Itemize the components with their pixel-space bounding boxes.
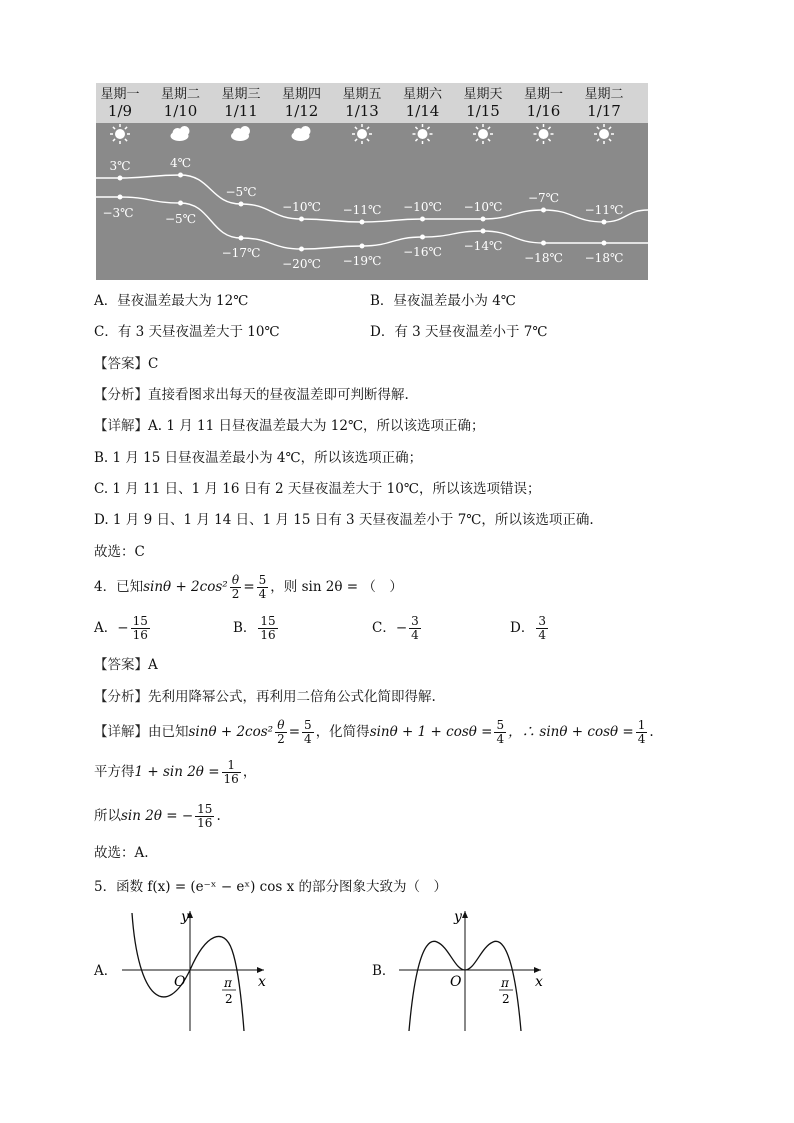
- q4-option-a: A．− $\frac{15}{16}$: [94, 614, 148, 642]
- y-axis-arrow: [462, 911, 468, 918]
- low-temp-point: [118, 195, 123, 200]
- day-date-label: 1/17: [587, 102, 621, 120]
- high-temp-label: −10℃: [403, 200, 442, 214]
- q4-choose: 故选：A.: [94, 845, 149, 861]
- day-date-label: 1/13: [345, 102, 379, 120]
- low-temp-label: −20℃: [282, 257, 321, 271]
- q4-option-c: C．− $\frac{3}{4}$: [372, 614, 419, 642]
- day-date-label: 1/14: [405, 102, 440, 120]
- low-temp-point: [360, 244, 365, 249]
- q5-option-b-label: B．: [372, 963, 396, 979]
- q4-analysis: 【分析】先利用降幂公式，再利用二倍角公式化简即得解.: [94, 689, 436, 705]
- low-temp-label: −18℃: [584, 251, 624, 265]
- day-date-label: 1/16: [526, 102, 561, 120]
- x-label: x: [535, 974, 543, 990]
- q4-detail-2: 平方得1 + sin 2θ = $\frac{1}{16}$ ，: [94, 758, 257, 786]
- day-weekday-label: 星期六: [402, 87, 443, 102]
- sun-disc: [115, 129, 125, 139]
- low-temp-label: −19℃: [342, 254, 382, 268]
- low-temp-point: [541, 241, 546, 246]
- high-temp-label: −11℃: [342, 203, 382, 217]
- q4-stem-post: ，则 sin 2θ = （ ）: [270, 579, 403, 595]
- day-weekday-label: 星期一: [100, 87, 140, 102]
- theta-over-2: $\frac{\theta}{2}$: [231, 573, 240, 601]
- day-date-label: 1/15: [466, 102, 500, 120]
- q3-analysis: [94, 385, 409, 405]
- five-quarters: $\frac{5}{4}$: [258, 573, 267, 601]
- y-label: y: [454, 909, 462, 925]
- q3-detail-1: [94, 416, 485, 436]
- analysis-text: 直接看图求出每天的昼夜温差即可判断得解.: [148, 387, 409, 403]
- sun-icon: [110, 124, 130, 144]
- low-temp-label: −3℃: [102, 206, 134, 220]
- high-temp-point: [239, 202, 244, 207]
- low-temp-label: −14℃: [463, 239, 503, 253]
- pi-label: π: [501, 976, 509, 990]
- q4-stem-pre: 4．已知: [94, 579, 144, 595]
- q3-option-b: B．昼夜温差最小为 4℃: [370, 293, 516, 309]
- low-temp-point: [299, 247, 304, 252]
- q4-option-b: B． $\frac{15}{16}$: [233, 614, 276, 642]
- high-temp-label: −11℃: [584, 203, 624, 217]
- high-temp-point: [420, 217, 425, 222]
- cloud-puff: [233, 128, 243, 138]
- x-axis-arrow: [257, 967, 264, 973]
- q3-option-a: A．昼夜温差最大为 12℃: [94, 293, 249, 309]
- high-temp-label: −5℃: [225, 185, 257, 199]
- sun-icon: [413, 124, 433, 144]
- low-temp-point: [481, 229, 486, 234]
- high-temp-label: −10℃: [282, 200, 321, 214]
- sun-icon: [352, 124, 372, 144]
- q4-stem-expr: sinθ + 2cos²: [143, 579, 228, 595]
- sun-disc: [599, 129, 609, 139]
- two-label: 2: [225, 992, 233, 1006]
- sun-disc: [357, 129, 367, 139]
- low-temp-label: −17℃: [221, 246, 261, 260]
- detail-tag: 【详解】: [94, 418, 148, 434]
- sun-disc: [478, 129, 488, 139]
- low-temp-point: [420, 235, 425, 240]
- sun-icon: [594, 124, 614, 144]
- day-weekday-label: 星期天: [463, 87, 503, 102]
- high-temp-point: [541, 208, 546, 213]
- high-temp-label: 3℃: [109, 159, 131, 173]
- high-temp-point: [299, 217, 304, 222]
- day-weekday-label: 星期四: [281, 87, 322, 102]
- x-label: x: [258, 974, 266, 990]
- low-temp-point: [178, 201, 183, 206]
- high-temp-point: [360, 220, 365, 225]
- day-weekday-label: 星期五: [342, 87, 382, 102]
- day-weekday-label: 星期二: [584, 87, 624, 102]
- q4-stem: [94, 572, 403, 602]
- q3-detail-4: D. 1 月 9 日、1 月 14 日、1 月 15 日有 3 天昼夜温差小于 7℃，所以该选项正确.: [94, 512, 594, 528]
- low-temp-label: −5℃: [164, 212, 197, 226]
- day-date-label: 1/10: [163, 102, 198, 120]
- equals: =: [243, 579, 255, 595]
- answer-value: C: [148, 356, 159, 372]
- sun-disc: [539, 129, 549, 139]
- analysis-tag: 【分析】: [94, 387, 148, 403]
- day-weekday-label: 星期一: [523, 87, 564, 102]
- low-temp-label: −16℃: [403, 245, 442, 259]
- cloud-puff: [294, 128, 304, 138]
- q3-detail-2: B. 1 月 15 日昼夜温差最小为 4℃，所以该选项正确；: [94, 450, 423, 466]
- high-temp-label: −7℃: [527, 191, 560, 205]
- high-temp-point: [481, 217, 486, 222]
- day-weekday-label: 星期三: [221, 87, 261, 102]
- q3-option-d: D．有 3 天昼夜温差小于 7℃: [370, 324, 548, 340]
- day-date-label: 1/11: [224, 102, 258, 120]
- x-axis-arrow: [534, 967, 541, 973]
- two-label: 2: [502, 992, 510, 1006]
- low-temp-point: [239, 236, 244, 241]
- high-temp-point: [118, 176, 123, 181]
- answer-tag: 【答案】: [94, 356, 148, 372]
- sun-icon: [534, 124, 554, 144]
- low-temp-point: [602, 241, 607, 246]
- q3-option-c: C．有 3 天昼夜温差大于 10℃: [94, 324, 280, 340]
- q3-choose: 故选：C: [94, 544, 145, 560]
- day-date-label: 1/12: [284, 102, 319, 120]
- q4-option-d: D． $\frac{3}{4}$: [510, 614, 546, 642]
- q5-graph-a: [118, 905, 268, 1033]
- origin-label: O: [450, 974, 462, 990]
- sun-icon: [473, 124, 493, 144]
- high-temp-label: −10℃: [463, 200, 503, 214]
- sun-disc: [418, 129, 428, 139]
- high-temp-point: [602, 220, 607, 225]
- q3-detail-3: C. 1 月 11 日、1 月 16 日有 2 天昼夜温差大于 10℃，所以该选项错误；: [94, 481, 541, 497]
- q4-detail-3: 所以sin 2θ = − $\frac{15}{16}$ .: [94, 802, 221, 830]
- q5-stem: 5．函数 f(x) = (e⁻ˣ − eˣ) cos x 的部分图象大致为（ ）: [94, 879, 447, 895]
- weather-chart-svg: [96, 83, 648, 280]
- q5-option-a-label: A．: [94, 963, 118, 979]
- q3-answer: [94, 354, 158, 374]
- pi-label: π: [224, 976, 232, 990]
- curve-a: [132, 913, 244, 1031]
- q4-detail-1: 【详解】由已知sinθ + 2cos² $\frac{\theta}{2}$ = $\frac{5}{4}$ ，化简得sinθ + 1 + cosθ = $\frac{5}{4}$ ，∴ sinθ + cosθ = $\frac{1}{4}$ .: [94, 718, 654, 746]
- weather-chart: [96, 83, 648, 280]
- day-date-label: 1/9: [107, 102, 133, 120]
- q5-graph-b: [395, 905, 545, 1033]
- day-weekday-label: 星期二: [160, 87, 201, 102]
- cloud-puff: [173, 128, 183, 138]
- low-temp-label: −18℃: [524, 251, 563, 265]
- q4-answer: 【答案】A: [94, 657, 158, 673]
- detail-text: A. 1 月 11 日昼夜温差最大为 12℃，所以该选项正确；: [148, 418, 485, 434]
- y-label: y: [181, 909, 189, 925]
- high-temp-label: 4℃: [169, 156, 192, 170]
- high-temp-point: [178, 173, 183, 178]
- origin-label: O: [174, 974, 186, 990]
